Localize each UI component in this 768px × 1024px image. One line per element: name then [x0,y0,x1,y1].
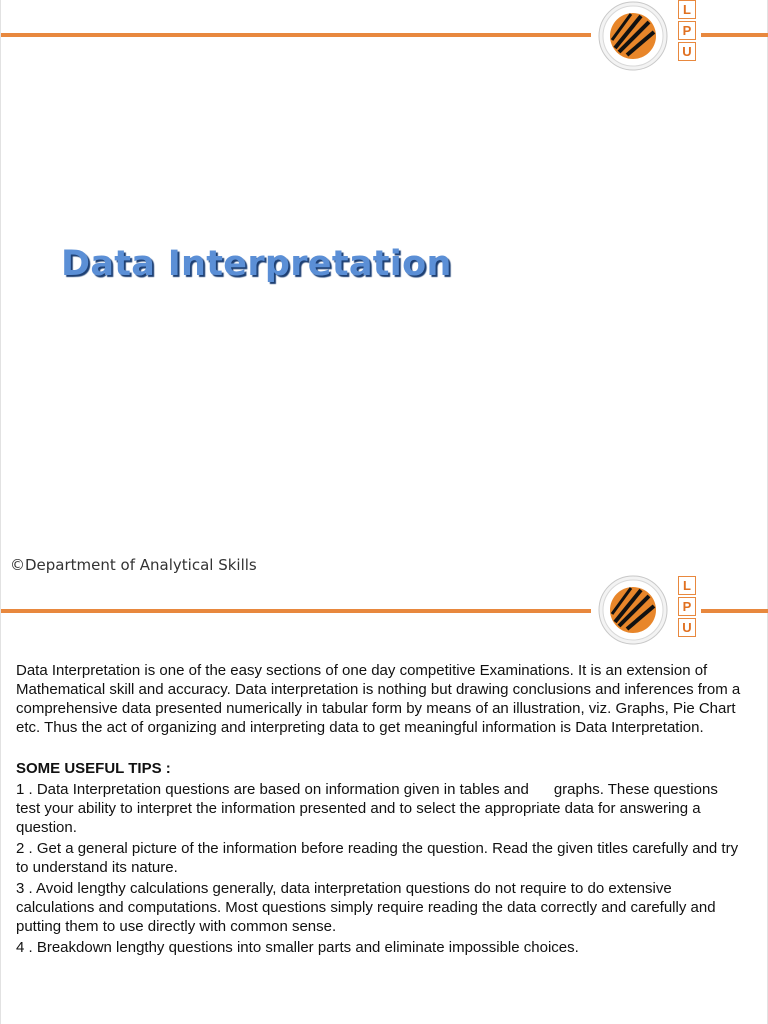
tip-item: 1 . Data Interpretation questions are based on information given in tables and graphs. These questions test your ability to interpret the information presented and to select the appropriate data for answering a question. [16,781,723,836]
university-seal-icon [597,0,669,72]
lpu-letter: L [678,0,696,19]
lpu-letter: P [678,21,696,40]
header-rule [1,33,591,37]
header-rule-right [701,33,768,37]
tip-item: 2 . Get a general picture of the information before reading the question. Read the given titles carefully and try to understand its nature. [16,840,739,876]
lpu-letter: L [678,576,696,595]
slide-body [16,661,741,959]
lpu-letter: U [678,618,696,637]
header-rule-right [701,609,768,613]
intro-paragraph: Data Interpretation is one of the easy sections of one day competitive Examinations. It is an extension of Mathematical skill and accuracy. Data interpretation is nothing but drawing conclusions and inferences from a comprehensive data presented numerically in tabular form by means of an illustration, viz. Graphs, Pie Chart etc. Thus the act of organizing and interpreting data to get meaningful information is Data Interpretation. [16,662,741,736]
header-rule [1,609,591,613]
tip-item: 3 . Avoid lengthy calculations generally, data interpretation questions do not require to do extensive calculations and computations. Most questions simply require reading the data correctly and carefully and putting them to use directly with common sense. [16,880,716,935]
tips-heading: SOME USEFUL TIPS : [16,760,171,777]
university-seal-icon [597,574,669,646]
lpu-letter-stack [678,0,696,63]
lpu-letter: P [678,597,696,616]
tip-item: 4 . Breakdown lengthy questions into smaller parts and eliminate impossible choices. [16,939,579,956]
lpu-letter-stack [678,576,696,639]
slide-title: Data Interpretation [61,244,452,284]
lpu-letter: U [678,42,696,61]
content-slide [0,576,768,1024]
copyright-text: ©Department of Analytical Skills [10,556,257,574]
